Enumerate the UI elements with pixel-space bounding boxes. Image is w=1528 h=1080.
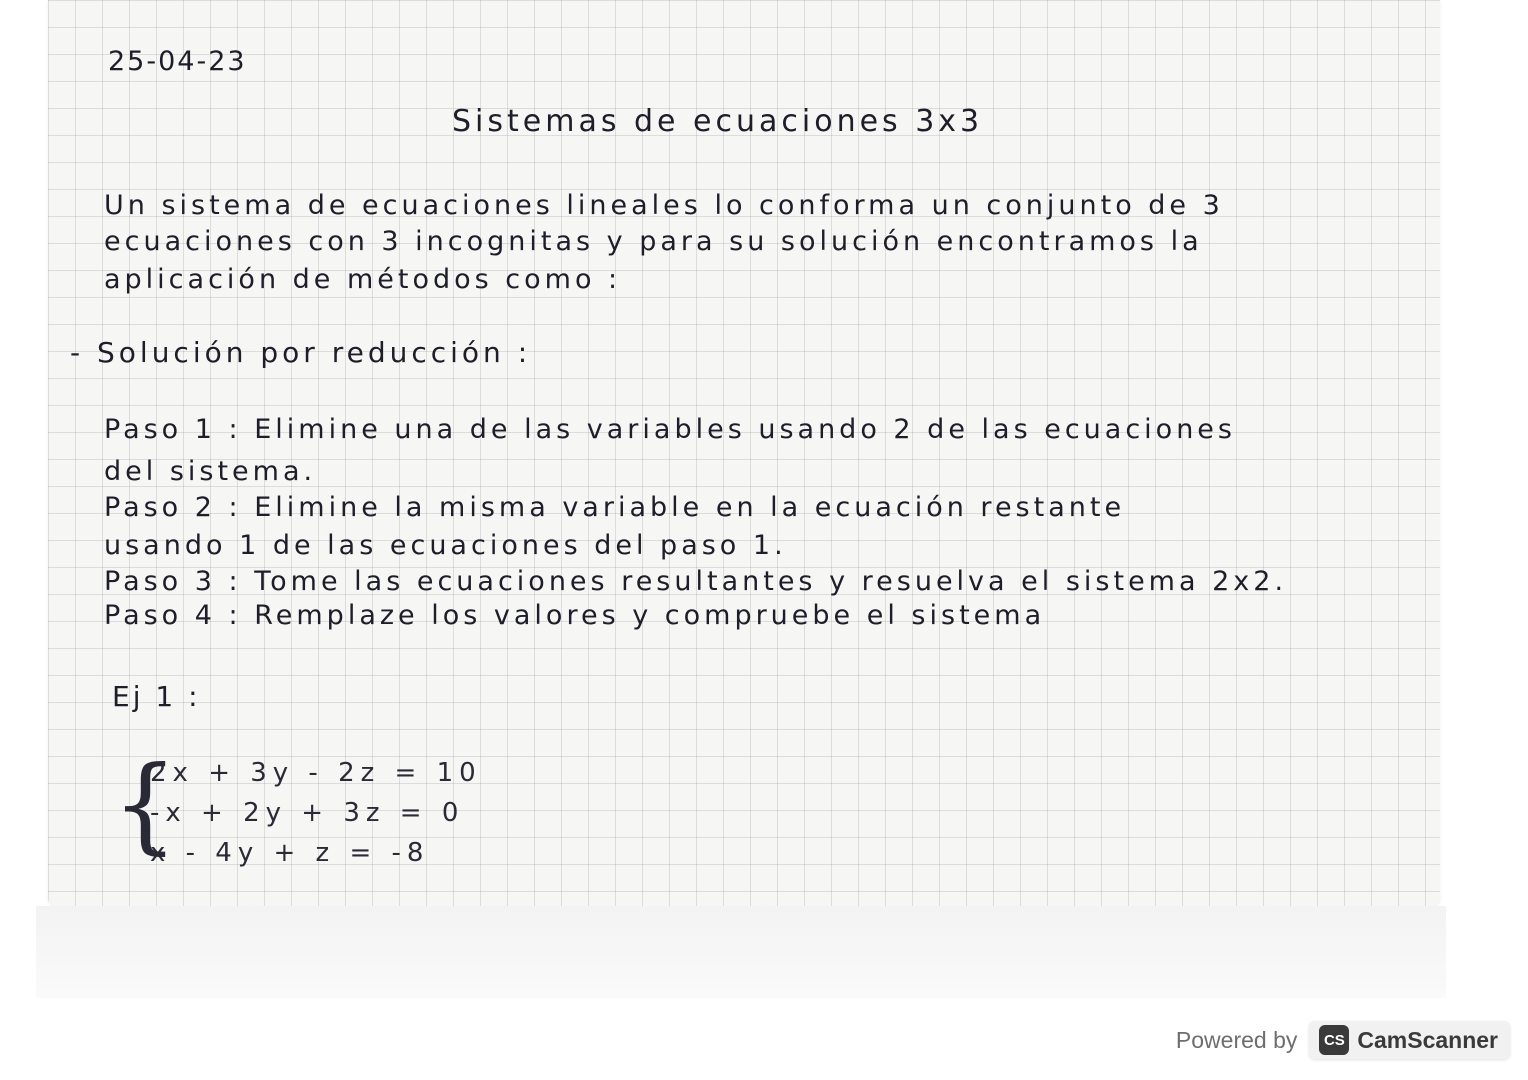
equation-1: 2x + 3y - 2z = 10 (150, 758, 482, 788)
scan-shadow (36, 906, 1446, 998)
camscanner-logo-icon: CS (1319, 1025, 1349, 1055)
system-brace: { (112, 743, 179, 865)
paragraph-line: ecuaciones con 3 incognitas y para su solución encontramos la (104, 226, 1203, 257)
paragraph-line: Un sistema de ecuaciones lineales lo conforma un conjunto de 3 (104, 190, 1224, 221)
step-line: Paso 3 : Tome las ecuaciones resultantes y resuelva el sistema 2x2. (104, 566, 1288, 597)
note-date: 25-04-23 (108, 46, 247, 77)
paragraph-line: aplicación de métodos como : (104, 264, 622, 295)
step-line: Paso 4 : Remplaze los valores y compruebe el sistema (104, 600, 1046, 631)
powered-by-text: Powered by (1175, 1026, 1298, 1053)
method-heading: - Solución por reducción : (70, 336, 532, 369)
equation-3: x - 4y + z = -8 (150, 838, 430, 868)
camscanner-watermark (1176, 1018, 1510, 1062)
note-title: Sistemas de ecuaciones 3x3 (452, 104, 984, 139)
step-line: usando 1 de las ecuaciones del paso 1. (104, 530, 787, 561)
equation-2: -x + 2y + 3z = 0 (150, 798, 465, 828)
camscanner-badge (1309, 1021, 1510, 1059)
camscanner-brand: CamScanner (1357, 1026, 1498, 1053)
step-line: Paso 2 : Elimine la misma variable en la ecuación restante (104, 492, 1126, 523)
step-line: del sistema. (104, 456, 317, 487)
example-label: Ej 1 : (112, 680, 201, 713)
step-line: Paso 1 : Elimine una de las variables usando 2 de las ecuaciones (104, 414, 1236, 445)
